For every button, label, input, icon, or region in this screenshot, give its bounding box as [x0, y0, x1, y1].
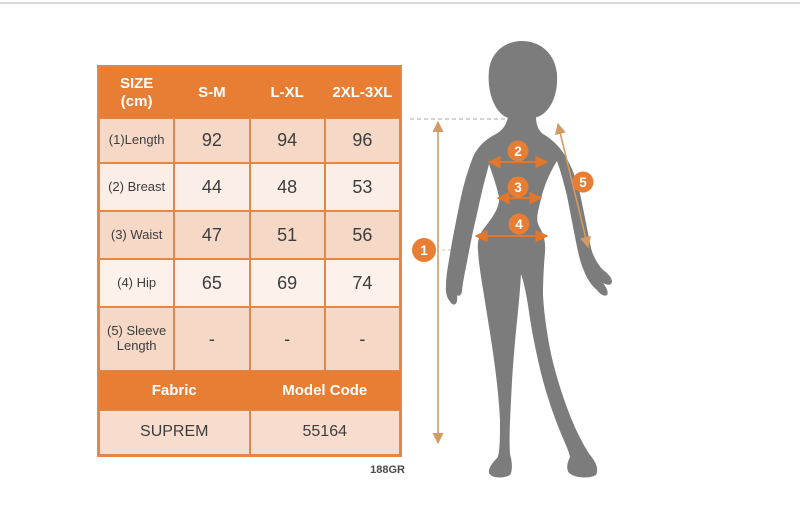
marker-4 [509, 214, 530, 235]
row-waist-sm: 47 [174, 211, 249, 259]
model-code-value: 55164 [250, 410, 401, 455]
marker-3 [508, 177, 529, 198]
row-length-lxl: 94 [250, 118, 325, 163]
row-breast-label: (2) Breast [99, 163, 174, 211]
row-length-label: (1)Length [99, 118, 174, 163]
marker-1 [412, 238, 436, 262]
row-breast-lxl: 48 [250, 163, 325, 211]
row-breast-sm: 44 [174, 163, 249, 211]
row-hip-label: (4) Hip [99, 259, 174, 307]
row-breast-2xl: 53 [325, 163, 400, 211]
column-header-lxl: L-XL [250, 67, 325, 118]
size-header-cell [99, 67, 174, 118]
row-sleeve-sm: - [174, 307, 249, 371]
row-length-2xl: 96 [325, 118, 400, 163]
marker-5-label: 5 [579, 175, 587, 190]
row-waist-lxl: 51 [250, 211, 325, 259]
size-header-label: SIZE (cm) [119, 75, 154, 110]
marker-2-label: 2 [514, 144, 522, 159]
marker-4-label: 4 [515, 217, 523, 232]
row-hip-2xl: 74 [325, 259, 400, 307]
marker-5 [573, 172, 594, 193]
row-waist-2xl: 56 [325, 211, 400, 259]
row-hip-lxl: 69 [250, 259, 325, 307]
model-code-header: Model Code [250, 371, 401, 410]
column-header-sm: S-M [174, 67, 249, 118]
size-table [97, 65, 402, 457]
marker-1-label: 1 [420, 243, 428, 258]
row-waist-label: (3) Waist [99, 211, 174, 259]
marker-3-label: 3 [514, 180, 522, 195]
row-sleeve-lxl: - [250, 307, 325, 371]
fabric-header: Fabric [99, 371, 250, 410]
row-length-sm: 92 [174, 118, 249, 163]
marker-2 [508, 141, 529, 162]
row-sleeve-2xl: - [325, 307, 400, 371]
measurement-diagram [400, 0, 660, 516]
column-header-2xl3xl: 2XL-3XL [325, 67, 400, 118]
body-silhouette [446, 41, 612, 477]
weight-note: 188GR [370, 464, 405, 476]
row-hip-sm: 65 [174, 259, 249, 307]
row-sleeve-label: (5) Sleeve Length [99, 307, 174, 371]
fabric-value: SUPREM [99, 410, 250, 455]
